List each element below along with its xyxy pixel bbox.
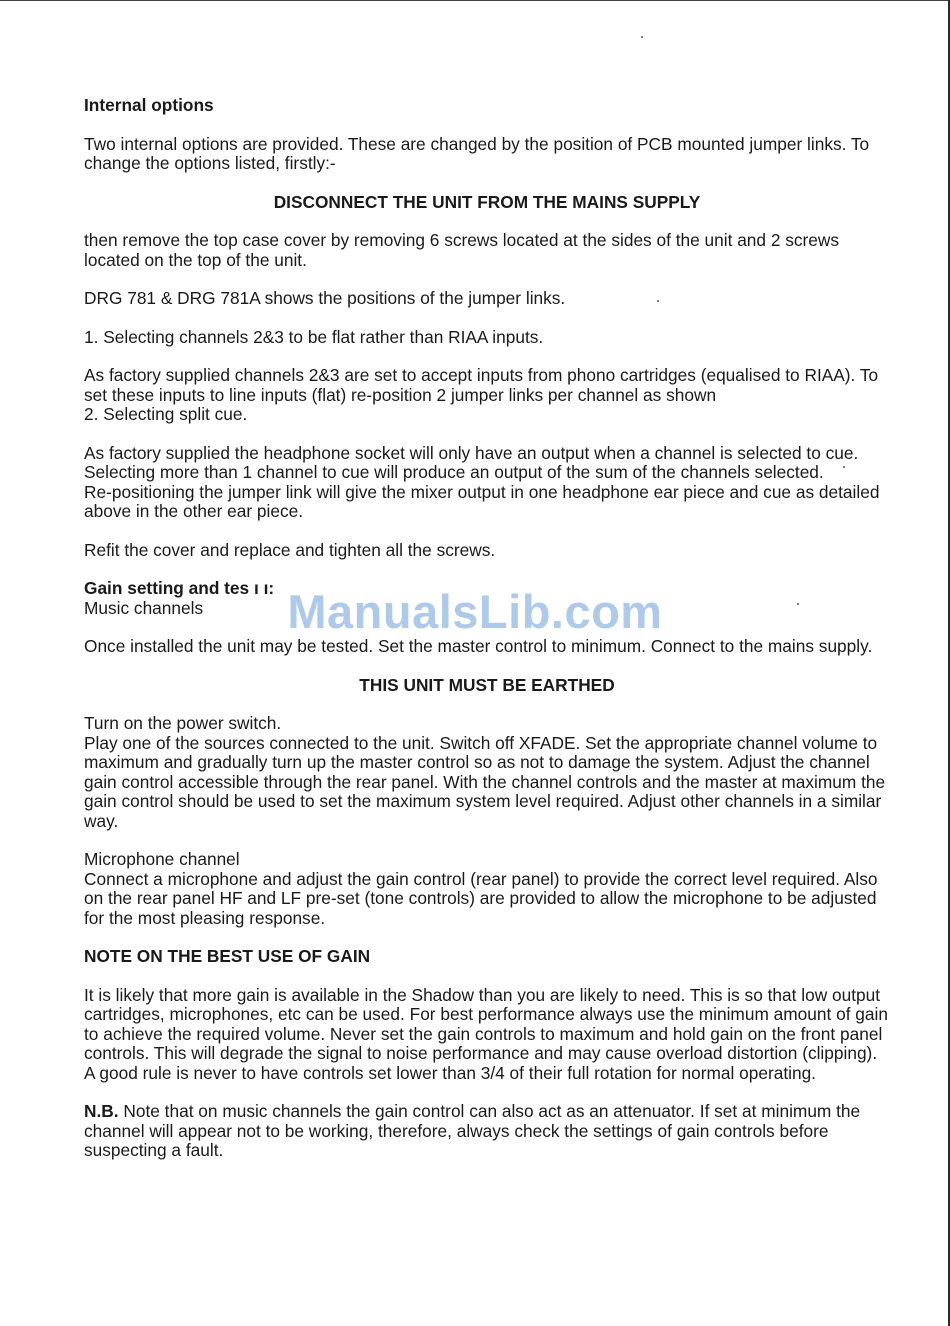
remove-cover-paragraph: then remove the top case cover by removing 6 screws located at the sides of the unit and 2 screws located on the top of the unit. (84, 230, 840, 270)
section-heading-gain-setting: Gain setting and tes ı ı: (84, 578, 275, 598)
earth-warning: THIS UNIT MUST BE EARTHED (359, 674, 615, 695)
nb-body: Note that on music channels the gain control can also act as an attenuator. If set at minimum the channel will appear not to be working, therefore, always check the settings of gain controls before suspecting a fault. (84, 1101, 861, 1160)
option-2-body-continued: Re-positioning the jumper link will give the mixer output in one headphone ear piece and cue as detailed above in the other ear piece. (84, 481, 880, 521)
power-on-instruction: Turn on the power switch. (84, 713, 282, 733)
option-1-body: As factory supplied channels 2&3 are set to accept inputs from phono cartridges (equalised to RIAA). To set these inputs to line inputs (flat) re-position 2 jumper links per channel as shown (84, 365, 879, 405)
mains-warning: DISCONNECT THE UNIT FROM THE MAINS SUPPLY (273, 191, 701, 212)
option-1-heading: 1. Selecting channels 2&3 to be flat rather than RIAA inputs. (84, 326, 544, 347)
gain-note-paragraph: It is likely that more gain is available in the Shadow than you are likely to need. This is so that low output cartridges, microphones, etc can be used. For best performance always use the minimum amount of gain to achieve the required volume. Never set the gain controls to maximum and hold gain on the front panel controls. This will degrade the signal to noise performance and may cause overload distortion (clipping). A good rule is never to have controls set lower than 3/4 of their full rotation for normal operating. (84, 984, 888, 1083)
refit-paragraph: Refit the cover and replace and tighten all the screws. (84, 539, 496, 560)
drawings-reference: DRG 781 & DRG 781A shows the positions of the jumper links. (84, 288, 566, 308)
nb-paragraph (84, 1102, 890, 1161)
microphone-paragraph: Connect a microphone and adjust the gain control (rear panel) to provide the correct level required. Also on the rear panel HF and LF pre-set (tone controls) are provided to allow the microphone to be adjusted for the most pleasing response. (84, 868, 878, 928)
intro-paragraph: Two internal options are provided. These are changed by the position of PCB mounted jumper links. To change the options listed, firstly:- (84, 133, 870, 173)
section-heading-gain-note: NOTE ON THE BEST USE OF GAIN (84, 946, 371, 966)
scan-top-border (0, 0, 950, 1)
music-install-paragraph: Once installed the unit may be tested. Set the master control to minimum. Connect to the mains supply. (84, 636, 873, 656)
play-instructions-paragraph: Play one of the sources connected to the unit. Switch off XFADE. Set the appropriate channel volume to maximum and gradually turn up the master control so as not to damage the system. Adjust the channel gain control accessible through the rear panel. With the channel controls and the master at maximum the gain control should be used to set the maximum system level required. Adjust other channels in a similar way. (84, 732, 886, 831)
nb-label: N.B. (84, 1101, 119, 1121)
music-channels-subheading: Music channels (84, 597, 204, 618)
option-2-heading: 2. Selecting split cue. (84, 404, 248, 424)
watermark-logo: ManualsLib.com (287, 585, 663, 638)
section-heading-internal-options: Internal options (84, 95, 214, 115)
microphone-channel-subheading: Microphone channel (84, 849, 240, 869)
option-2-body: As factory supplied the headphone socket will only have an output when a channel is selected to cue. Selecting more than 1 channel to cue will produce an output of the sum of the channels selected. (84, 442, 859, 482)
scan-speck (641, 36, 643, 38)
